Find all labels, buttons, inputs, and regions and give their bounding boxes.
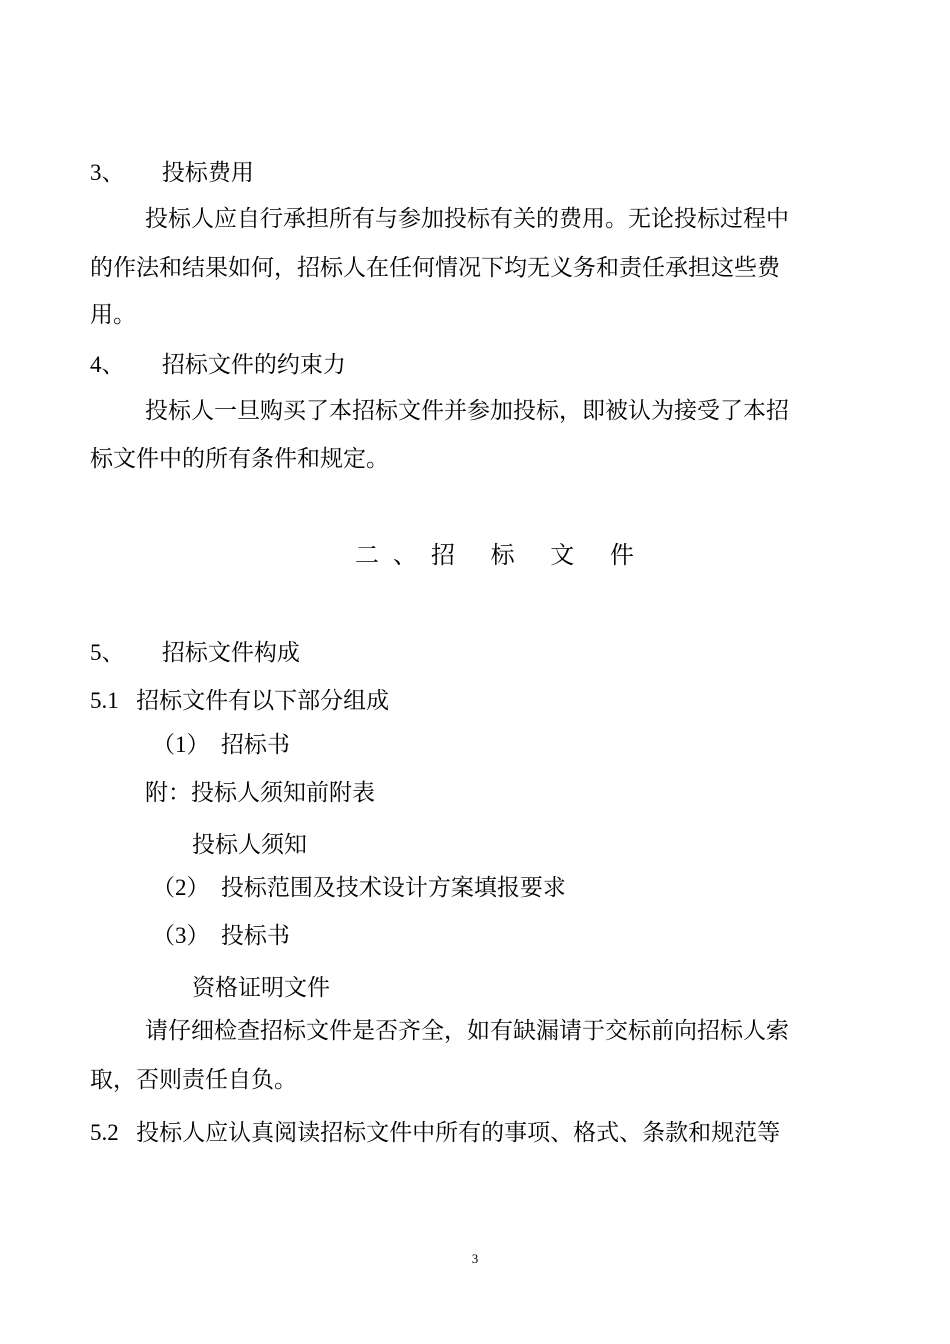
note-line-1: 请仔细检查招标文件是否齐全，如有缺漏请于交标前向招标人索	[145, 1018, 789, 1044]
chapter-heading: 二、招 标 文 件	[355, 541, 648, 569]
item-2	[152, 873, 566, 903]
section-3-body-line-1: 投标人应自行承担所有与参加投标有关的费用。无论投标过程中	[145, 206, 789, 232]
section-5-1-number: 5.1	[90, 688, 119, 713]
section-4-title: 招标文件的约束力	[161, 352, 346, 378]
item-3-text: 投标书	[220, 923, 290, 949]
section-3-body-line-2: 的作法和结果如何，招标人在任何情况下均无义务和责任承担这些费	[90, 255, 780, 281]
section-4-heading	[90, 350, 346, 380]
section-5-2-number: 5.2	[90, 1120, 119, 1145]
item-1	[152, 730, 290, 760]
item-2-text: 投标范围及技术设计方案填报要求	[220, 875, 566, 901]
section-4-body-line-2: 标文件中的所有条件和规定。	[90, 446, 389, 472]
section-3-body-line-3: 用。	[90, 302, 136, 328]
item-2-number: （2）	[152, 875, 210, 900]
section-5-number: 5、	[90, 640, 125, 665]
section-5-heading	[90, 638, 300, 668]
section-3-number: 3、	[90, 160, 125, 185]
item-3-sub: 资格证明文件	[192, 975, 330, 1001]
attachment-label: 附：投标人须知前附表	[145, 780, 375, 806]
note-line-2: 取，否则责任自负。	[90, 1067, 297, 1093]
item-3-number: （3）	[152, 923, 210, 948]
section-4-body-line-1: 投标人一旦购买了本招标文件并参加投标，即被认为接受了本招	[145, 398, 789, 424]
section-5-1-title: 招标文件有以下部分组成	[136, 688, 390, 714]
item-3	[152, 921, 290, 951]
section-5-1-heading	[90, 686, 389, 716]
section-3-title: 投标费用	[161, 160, 254, 186]
section-4-number: 4、	[90, 352, 125, 377]
section-5-2-text: 投标人应认真阅读招标文件中所有的事项、格式、条款和规范等	[136, 1120, 781, 1146]
section-5-title: 招标文件构成	[161, 640, 300, 666]
item-1-number: （1）	[152, 732, 210, 757]
section-5-2	[90, 1118, 780, 1148]
page-number: 3	[471, 1251, 479, 1266]
item-1-text: 招标书	[220, 732, 290, 758]
attachment-sub: 投标人须知	[192, 832, 307, 858]
section-3-heading	[90, 158, 254, 188]
